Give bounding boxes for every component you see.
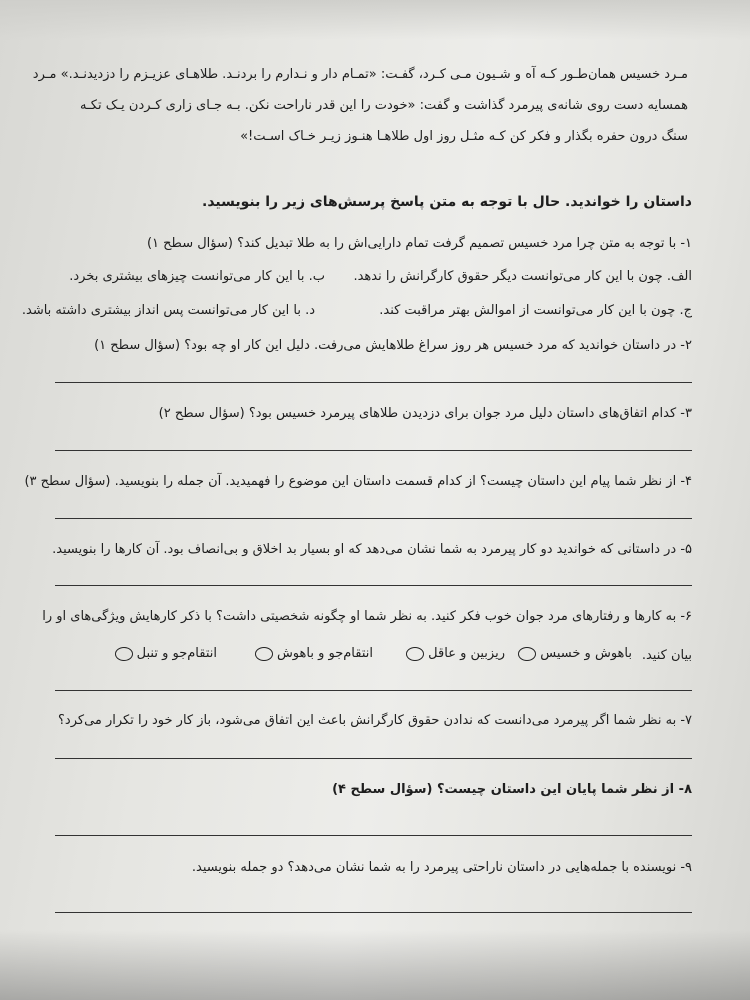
question-7: ۷- به نظر شما اگر پیرمرد می‌دانست که ندادن حقوق کارگرانش باعث این اتفاق می‌شود، باز کار خود را تکرار می‌کرد؟ — [58, 713, 692, 728]
q6-option-4[interactable] — [115, 645, 217, 663]
q6-option-3-label: انتقام‌جو و باهوش — [276, 646, 373, 661]
answer-line-6[interactable] — [55, 690, 692, 691]
question-2: ۲- در داستان خواندید که مرد خسیس هر روز سراغ طلاهایش می‌رفت. دلیل این کار او چه بود؟ (سؤال سطح ۱) — [94, 338, 692, 353]
page-top-shadow — [0, 0, 750, 40]
q6-option-1-label: باهوش و خسیس — [540, 646, 632, 661]
q6-option-3-circle[interactable] — [255, 647, 273, 661]
answer-line-9[interactable] — [55, 912, 692, 913]
q6-lead-text: بیان کنید. — [641, 648, 692, 663]
answer-line-4[interactable] — [55, 518, 692, 519]
q6-option-2[interactable] — [406, 645, 505, 663]
question-9: ۹- نویسنده با جمله‌هایی در داستان ناراحتی پیرمرد را به شما نشان می‌دهد؟ دو جمله بنویسید. — [191, 860, 692, 875]
q6-option-2-label: ریزبین و عاقل — [428, 646, 505, 661]
answer-line-8[interactable] — [55, 835, 692, 836]
q6-option-2-circle[interactable] — [406, 647, 424, 661]
q6-option-1[interactable] — [518, 645, 632, 663]
q1-option-c: ج. چون با این کار می‌توانست از اموالش بهتر مراقبت کند. — [379, 303, 692, 318]
answer-line-3[interactable] — [55, 450, 692, 451]
question-5: ۵- در داستانی که خواندید دو کار پیرمرد به شما نشان می‌دهد که او بسیار بد اخلاق و بی‌انصاف بود. آن کارها را بنویسید. — [52, 542, 692, 557]
story-line-2: همسایه دست روی شانه‌ی پیرمرد گذاشت و گفت: «خودت را این قدر ناراحت نکن. بـه جـای زاری کـردن یـک تکـه — [80, 98, 688, 113]
instruction-heading: داستان را خواندید. حال با توجه به متن پاسخ پرسش‌های زیر را بنویسید. — [202, 194, 692, 210]
answer-line-7[interactable] — [55, 758, 692, 759]
answer-line-2[interactable] — [55, 382, 692, 383]
q6-option-4-circle[interactable] — [115, 647, 133, 661]
q6-option-3[interactable] — [255, 645, 373, 663]
q1-option-a: الف. چون با این کار می‌توانست دیگر حقوق کارگرانش را ندهد. — [353, 269, 692, 284]
answer-line-5[interactable] — [55, 585, 692, 586]
story-line-1: مـرد خسیس همان‌طـور کـه آه و شـیون مـی کـرد، گفـت: «تمـام دار و نـدارم را بردنـد. طلاهـای عزیـزم را دزدیدنـد.» مـرد — [32, 67, 688, 82]
q6-option-1-circle[interactable] — [518, 647, 536, 661]
question-8: ۸- از نظر شما پایان این داستان چیست؟ (سؤال سطح ۴) — [332, 782, 692, 797]
q1-option-d: د. با این کار می‌توانست پس انداز بیشتری داشته باشد. — [21, 303, 315, 318]
story-line-3: سنگ درون حفره بگذار و فکر کن کـه مثـل روز اول طلاهـا هنـوز زیـر خـاک اسـت!» — [240, 129, 688, 144]
question-1: ۱- با توجه به متن چرا مرد خسیس تصمیم گرفت تمام دارایی‌اش را به طلا تبدیل کند؟ (سؤال سطح ۱) — [146, 236, 692, 251]
q6-option-4-label: انتقام‌جو و تنبل — [136, 646, 217, 661]
question-3: ۳- کدام اتفاق‌های داستان دلیل مرد جوان برای دزدیدن طلاهای پیرمرد خسیس بود؟ (سؤال سطح ۲) — [158, 406, 692, 421]
page-bottom-shadow — [0, 930, 750, 1000]
question-4: ۴- از نظر شما پیام این داستان چیست؟ از کدام قسمت داستان این موضوع را فهمیدید. آن جمله را بنویسید. (سؤال سطح ۳) — [24, 474, 692, 489]
question-6: ۶- به کارها و رفتارهای مرد جوان خوب فکر کنید. به نظر شما او چگونه شخصیتی داشت؟ با ذکر کارهایش ویژگی‌های او را — [42, 609, 692, 624]
q1-option-b: ب. با این کار می‌توانست چیزهای بیشتری بخرد. — [69, 269, 325, 284]
